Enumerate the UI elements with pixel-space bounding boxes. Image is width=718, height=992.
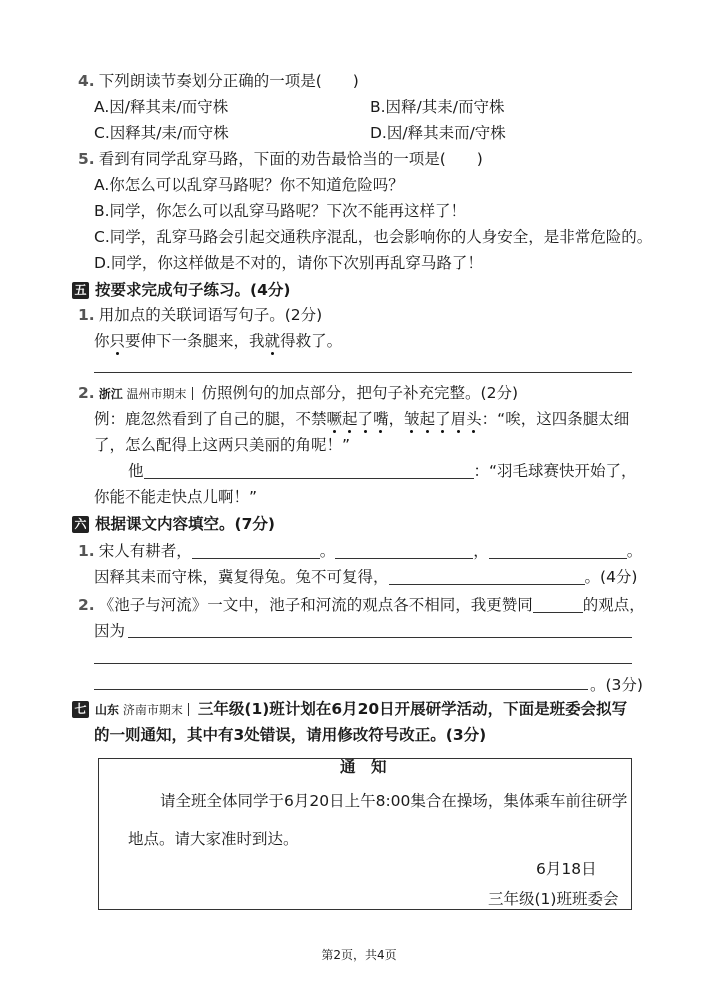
section-7-badge: 七 <box>72 701 89 718</box>
notice-title: 通 知 <box>340 758 387 776</box>
s6-q1-line1 <box>78 540 642 562</box>
notice-date: 6月18日 <box>536 860 597 878</box>
section-5-header <box>72 279 290 301</box>
q4-stem-text: 下列朗读节奏划分正确的一项是( ) <box>98 72 359 90</box>
s5-q2-stem <box>78 382 518 405</box>
example-dot-7: 了 <box>435 410 451 428</box>
section-7-source <box>95 703 194 717</box>
s6-q2-line1 <box>78 594 645 616</box>
s6-q1-blank-1[interactable] <box>192 542 320 559</box>
q5-option-a[interactable]: A.你怎么可以乱穿马路呢？你不知道危险吗？ <box>94 176 404 194</box>
notice-body-line1: 请全班全体同学于6月20日上午8:00集合在操场，集体乘车前往研学 <box>160 792 628 810</box>
s5-q2-source <box>99 387 198 401</box>
q4-stem <box>78 70 359 92</box>
s5-q1-answer-line[interactable] <box>94 372 632 373</box>
example-dot-2: 起 <box>342 410 358 428</box>
section-5-title: 按要求完成句子练习。(4分) <box>95 281 291 299</box>
s5-q1-s2: 要伸下一条腿来，我 <box>125 332 265 350</box>
s5-q2-example <box>94 408 629 430</box>
s5-q2-number: 2. <box>78 384 95 402</box>
example-lead: 例：鹿忽然看到了自己的腿，不禁 <box>94 410 327 428</box>
example-tail: ：“唉，这四条腿太细 <box>481 410 630 428</box>
page-footer: 第2页，共4页 <box>321 948 397 962</box>
section-5-badge: 五 <box>72 282 89 299</box>
s6-q1-line2-text: 因释其耒而守株，冀复得兔。兔不可复得， <box>94 568 389 586</box>
fill-quote: ：“羽毛球赛快开始了， <box>473 462 637 480</box>
q5-stem-text: 看到有同学乱穿马路，下面的劝告最恰当的一项是( ) <box>98 150 483 168</box>
s6-q2-blank-choice[interactable] <box>533 596 583 613</box>
example-dot-9: 头 <box>466 410 482 428</box>
s6-q2-because-label: 因为 <box>94 622 126 640</box>
s6-q2-answer-line-3[interactable] <box>94 689 588 690</box>
s5-q1-sentence <box>94 330 342 352</box>
example-dot-6: 起 <box>419 410 436 428</box>
s6-q2-text-b: 的观点， <box>582 596 645 614</box>
s5-q1-s3: 得救了。 <box>280 332 343 350</box>
s6-q1-number: 1. <box>78 542 95 560</box>
s5-q2-source-name: 温州市期末 <box>126 387 187 401</box>
s5-q1-dotted-1: 只 <box>109 332 126 350</box>
example-dot-8: 眉 <box>450 410 467 428</box>
q5-option-d[interactable]: D.同学，你这样做是不对的，请你下次别再乱穿马路了！ <box>94 254 483 272</box>
q4-number: 4. <box>78 72 95 90</box>
example-dot-4: 嘴 <box>373 410 389 428</box>
s5-q1-dotted-2: 就 <box>264 332 281 350</box>
s5-q1-stem-text: 用加点的关联词语写句子。(2分) <box>98 306 323 324</box>
q5-number: 5. <box>78 150 95 168</box>
s6-q1-text-b: 。 <box>319 542 336 560</box>
section-6-header <box>72 513 275 535</box>
s5-q2-blank[interactable] <box>144 462 474 479</box>
notice-signature: 三年级(1)班班委会 <box>488 890 619 908</box>
s6-q2-number: 2. <box>78 596 95 614</box>
s5-q2-stem-text: 仿照例句的加点部分，把句子补充完整。(2分) <box>201 384 519 402</box>
s5-q1-stem <box>78 304 322 326</box>
s5-q2-fill-line2: 你能不能走快点儿啊！” <box>94 488 258 506</box>
section-7-title-line1: 三年级(1)班计划在6月20日开展研学活动，下面是班委会拟写 <box>197 700 628 718</box>
q4-option-c[interactable]: C.因释其/耒/而守株 <box>94 124 229 142</box>
q5-option-c[interactable]: C.同学，乱穿马路会引起交通秩序混乱，也会影响你的人身安全，是非常危险的。 <box>94 228 653 246</box>
section-7-source-province: 山东 <box>95 703 120 717</box>
s5-q1-number: 1. <box>78 306 95 324</box>
section-7-source-name: 济南市期末 <box>122 703 183 717</box>
q4-option-d[interactable]: D.因/释其耒而/守株 <box>370 124 506 142</box>
s5-q2-example-line2: 了，怎么配得上这两只美丽的角呢！” <box>94 436 351 454</box>
q4-option-a[interactable]: A.因/释其耒/而守株 <box>94 98 229 116</box>
section-6-title: 根据课文内容填空。(7分) <box>95 515 275 533</box>
notice-body-line2: 地点。请大家准时到达。 <box>128 830 299 848</box>
s6-q1-line2 <box>94 566 637 588</box>
example-mid: ， <box>388 410 405 428</box>
s6-q1-score: 。(4分) <box>584 568 638 586</box>
example-dot-5: 皱 <box>404 410 420 428</box>
s6-q2-answer-line-1[interactable] <box>128 637 632 638</box>
s6-q2-answer-line-2[interactable] <box>94 663 632 664</box>
q5-option-b[interactable]: B.同学，你怎么可以乱穿马路呢？下次不能再这样了！ <box>94 202 467 220</box>
section-6-badge: 六 <box>72 516 89 533</box>
s6-q2-score: 。(3分) <box>590 676 643 694</box>
fill-he: 他 <box>128 462 144 480</box>
s5-q2-source-province: 浙江 <box>98 387 123 401</box>
s6-q1-text-a: 宋人有耕者， <box>98 542 192 560</box>
s5-q1-s1: 你 <box>94 332 110 350</box>
section-7-title-line2: 的一则通知，其中有3处错误，请用修改符号改正。(3分) <box>94 726 487 744</box>
section-7-header <box>72 698 627 721</box>
example-dot-3: 了 <box>357 410 374 428</box>
s5-q2-fill-line <box>128 460 637 482</box>
s6-q1-text-c: ， <box>473 542 489 560</box>
q4-option-b[interactable]: B.因释/其耒/而守株 <box>370 98 505 116</box>
s6-q2-text-a: 《池子与河流》一文中，池子和河流的观点各不相同，我更赞同 <box>98 596 533 614</box>
s6-q1-blank-4[interactable] <box>389 568 585 585</box>
q5-stem <box>78 148 483 170</box>
s6-q1-text-d: 。 <box>626 542 643 560</box>
example-dot-1: 噘 <box>326 410 343 428</box>
s6-q1-blank-2[interactable] <box>335 542 473 559</box>
s6-q1-blank-3[interactable] <box>489 542 627 559</box>
